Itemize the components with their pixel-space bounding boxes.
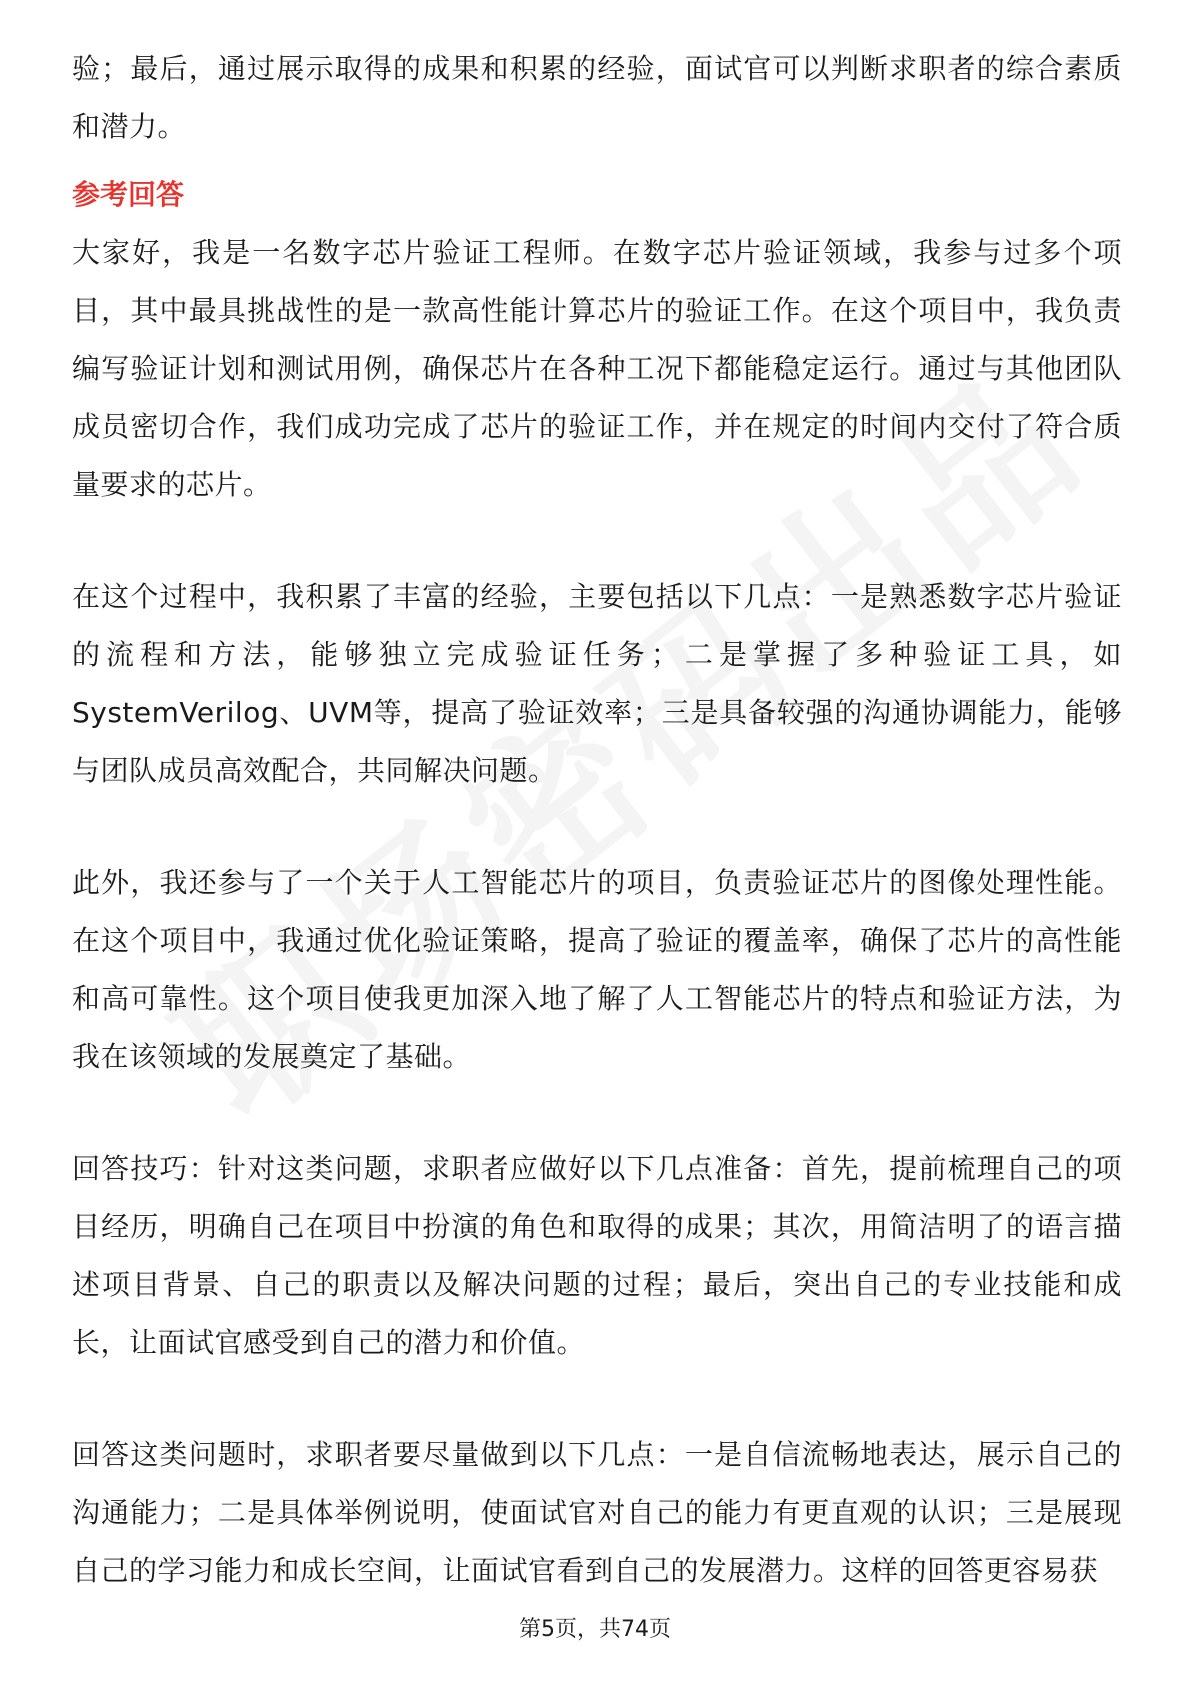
page-number-footer: 第5页，共74页: [519, 1617, 671, 1642]
paragraph-spacer: [72, 1372, 1122, 1426]
tips-paragraph: 回答技巧：针对这类问题，求职者应做好以下几点准备：首先，提前梳理自己的项目经历，明确自己在项目中扮演的角色和取得的成果；其次，用简洁明了的语言描述项目背景、自己的职责以及解决问题的过程；最后，突出自己的专业技能和成长，让面试官感受到自己的潜力和价值。: [72, 1152, 1122, 1359]
answer-paragraph-2: 在这个过程中，我积累了丰富的经验，主要包括以下几点：一是熟悉数字芯片验证的流程和方法，能够独立完成验证任务；二是掌握了多种验证工具，如SystemVerilog、UVM等，提高了验证效率；三是具备较强的沟通协调能力，能够与团队成员高效配合，共同解决问题。: [72, 580, 1122, 787]
document-body: [72, 40, 1122, 1600]
paragraph-spacer: [72, 800, 1122, 854]
advice-paragraph: 回答这类问题时，求职者要尽量做到以下几点：一是自信流畅地表达，展示自己的沟通能力；二是具体举例说明，使面试官对自己的能力有更直观的认识；三是展现自己的学习能力和成长空间，让面试官看到自己的发展潜力。这样的回答更容易获: [72, 1438, 1122, 1587]
paragraph-spacer: [72, 514, 1122, 568]
paragraph-spacer: [72, 1086, 1122, 1140]
intro-continuation: 验；最后，通过展示取得的成果和积累的经验，面试官可以判断求职者的综合素质和潜力。: [72, 52, 1122, 143]
answer-paragraph-3: 此外，我还参与了一个关于人工智能芯片的项目，负责验证芯片的图像处理性能。在这个项目中，我通过优化验证策略，提高了验证的覆盖率，确保了芯片的高性能和高可靠性。这个项目使我更加深入地了解了人工智能芯片的特点和验证方法，为我在该领域的发展奠定了基础。: [72, 866, 1122, 1073]
section-heading-reference-answer: 参考回答: [72, 178, 185, 211]
answer-paragraph-1: 大家好，我是一名数字芯片验证工程师。在数字芯片验证领域，我参与过多个项目，其中最具挑战性的是一款高性能计算芯片的验证工作。在这个项目中，我负责编写验证计划和测试用例，确保芯片在各种工况下都能稳定运行。通过与其他团队成员密切合作，我们成功完成了芯片的验证工作，并在规定的时间内交付了符合质量要求的芯片。: [72, 236, 1122, 501]
